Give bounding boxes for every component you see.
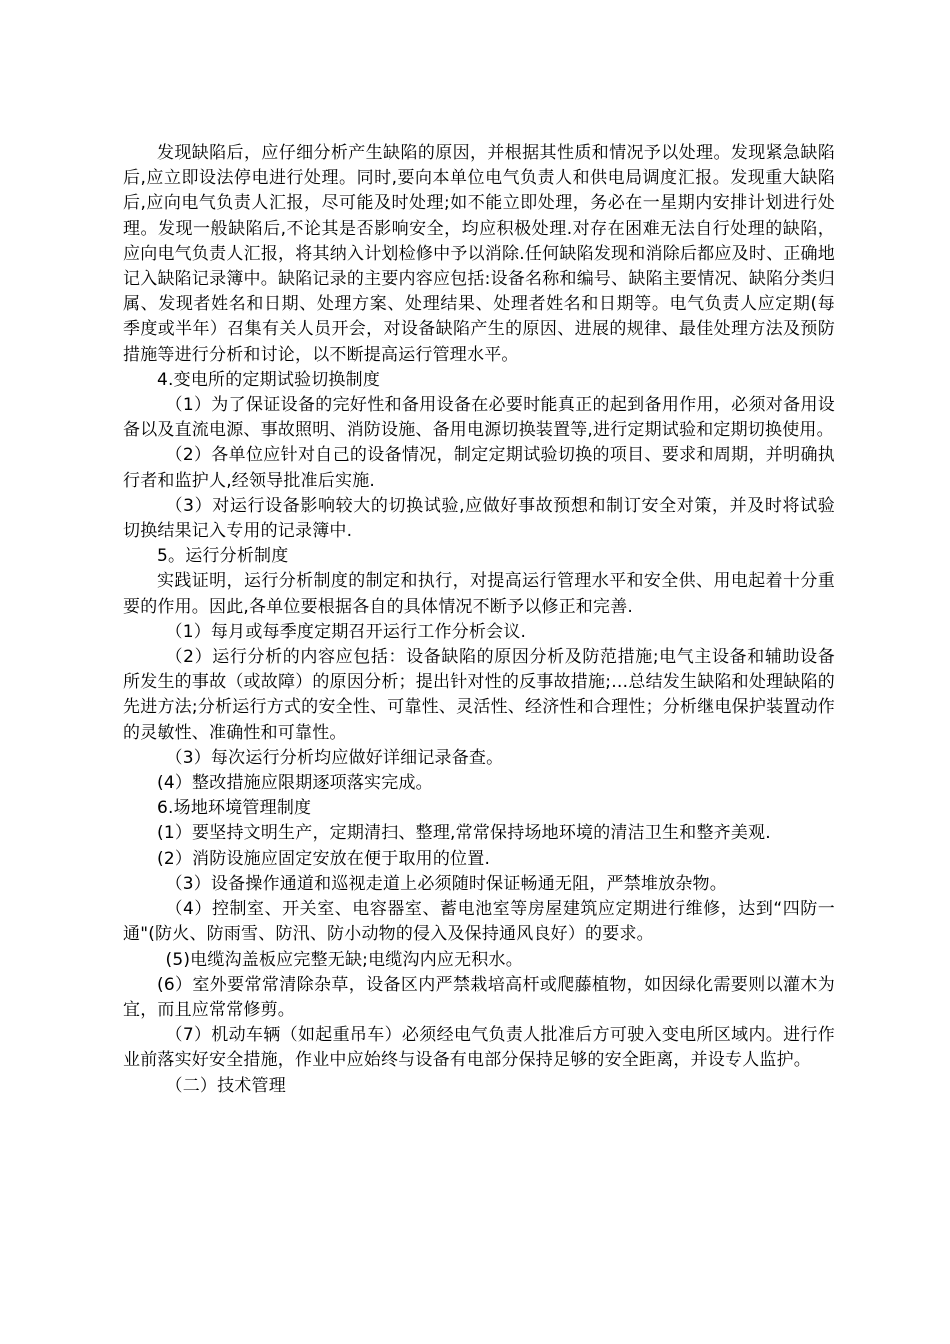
paragraph-site-item-2: (2）消防设施应固定安放在便于取用的位置. (157, 848, 491, 869)
heading-periodic-test-switching: 4.变电所的定期试验切换制度 (157, 369, 381, 390)
paragraph-analysis-item-3: （3）每次运行分析均应做好详细记录备查。 (165, 747, 504, 768)
paragraph-site-item-3: （3）设备操作通道和巡视走道上必须随时保证畅通无阻，严禁堆放杂物。 (165, 873, 727, 894)
paragraph-site-item-7: （7）机动车辆（如起重吊车）必须经电气负责人批准后方可驶入变电所区域内。进行作业前落实好安全措施，作业中应始终与设备有电部分保持足够的安全距离，并设专人监护。 (123, 1025, 835, 1071)
paragraph-site-item-4: （4）控制室、开关室、电容器室、蓄电池室等房屋建筑应定期进行维修，达到“四防一通"(防火、防雨雪、防汛、防小动物的侵入及保持通风良好）的要求。 (123, 899, 835, 945)
paragraph-test-item-1: （1）为了保证设备的完好性和备用设备在必要时能真正的起到备用作用，必须对备用设备以及直流电源、事故照明、消防设施、备用电源切换装置等,进行定期试验和定期切换使用。 (123, 395, 835, 441)
paragraph-site-item-5: (5)电缆沟盖板应完整无缺;电缆沟内应无积水。 (165, 949, 523, 970)
paragraph-analysis-item-2: （2）运行分析的内容应包括：设备缺陷的原因分析及防范措施;电气主设备和辅助设备所发生的事故（或故障）的原因分析；提出针对性的反事故措施;…总结发生缺陷和处理缺陷的先进方法;分析运行方式的安全性、可靠性、灵活性、经济性和合理性；分析继电保护装置动作的灵敏性、准确性和可靠性。 (123, 647, 835, 743)
paragraph-site-item-6: (6）室外要常常清除杂草，设备区内严禁栽培高杆或爬藤植物，如因绿化需要则以灌木为宜，而且应常常修剪。 (123, 974, 835, 1020)
paragraph-site-item-1: (1）要坚持文明生产，定期清扫、整理,常常保持场地环境的清洁卫生和整齐美观. (157, 823, 771, 844)
document-body (123, 141, 835, 1099)
paragraph-defect-handling: 发现缺陷后，应仔细分析产生缺陷的原因，并根据其性质和情况予以处理。发现紧急缺陷后,应立即设法停电进行处理。同时,要向本单位电气负责人和供电局调度汇报。发现重大缺陷后,应向电气负责人汇报，尽可能及时处理;如不能立即处理，务必在一星期内安排计划进行处理。发现一般缺陷后,不论其是否影响安全，均应积极处理.对存在困难无法自行处理的缺陷，应向电气负责人汇报，将其纳入计划检修中予以消除.任何缺陷发现和消除后都应及时、正确地记入缺陷记录簿中。缺陷记录的主要内容应包括:设备名称和编号、缺陷主要情况、缺陷分类归属、发现者姓名和日期、处理方案、处理结果、处理者姓名和日期等。电气负责人应定期(每季度或半年）召集有关人员开会，对设备缺陷产生的原因、进展的规律、最佳处理方法及预防措施等进行分析和讨论，以不断提高运行管理水平。 (123, 143, 835, 365)
paragraph-analysis-item-1: （1）每月或每季度定期召开运行工作分析会议. (165, 621, 527, 642)
paragraph-test-item-3: （3）对运行设备影响较大的切换试验,应做好事故预想和制订安全对策，并及时将试验切换结果记入专用的记录簿中. (123, 495, 835, 542)
paragraph-analysis-item-4: (4）整改措施应限期逐项落实完成。 (157, 773, 433, 794)
paragraph-test-item-2: （2）各单位应针对自己的设备情况，制定定期试验切换的项目、要求和周期，并明确执行者和监护人,经领导批准后实施. (123, 445, 835, 491)
heading-operation-analysis: 5。运行分析制度 (157, 546, 289, 567)
heading-site-environment: 6.场地环境管理制度 (157, 798, 312, 819)
paragraph-operation-analysis-intro: 实践证明，运行分析制度的制定和执行，对提高运行管理水平和安全供、用电起着十分重要的作用。因此,各单位要根据各自的具体情况不断予以修正和完善. (123, 571, 835, 617)
heading-technical-management: （二）技术管理 (165, 1075, 286, 1096)
